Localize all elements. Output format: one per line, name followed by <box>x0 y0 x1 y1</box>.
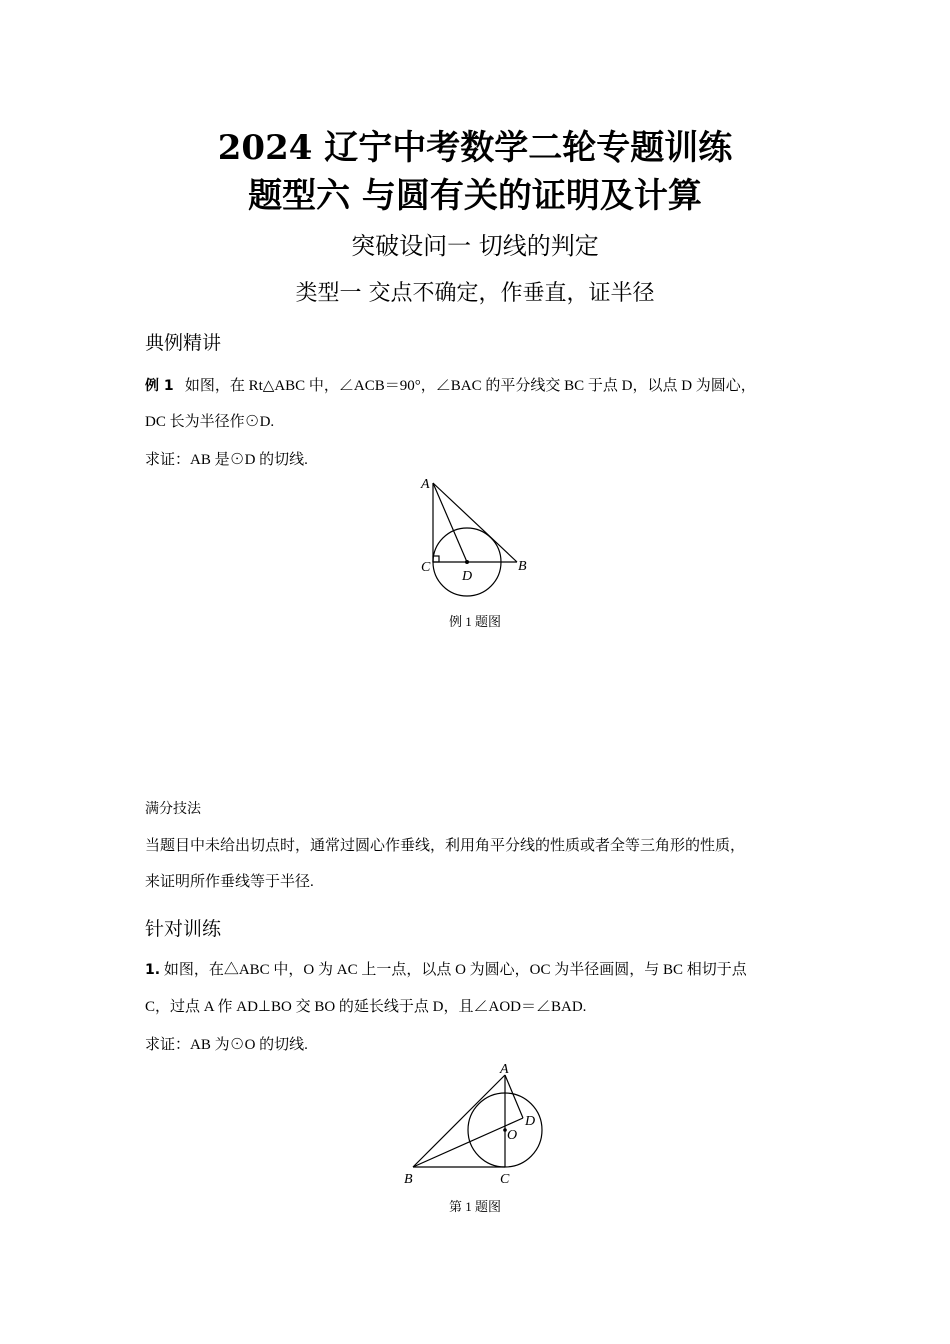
example-line-3: 求证：AB 是⊙D 的切线. <box>145 452 308 468</box>
label-c: C <box>421 560 431 575</box>
label-b: B <box>404 1172 413 1187</box>
title-line-2: 题型六 与圆有关的证明及计算 <box>248 176 702 216</box>
example-caption: 例 1 题图 <box>448 614 501 629</box>
label-c: C <box>500 1172 510 1187</box>
problem-1-line-3: 求证：AB 为⊙O 的切线. <box>145 1037 308 1053</box>
tips-line-2: 来证明所作垂线等于半径. <box>145 874 314 890</box>
tips-heading: 满分技法 <box>145 801 201 817</box>
problem-1-caption: 第 1 题图 <box>448 1199 501 1214</box>
problem-1-line-2: C，过点 A 作 AD⊥BO 交 BO 的延长线于点 D，且∠AOD＝∠BAD. <box>145 999 587 1015</box>
section-practice: 针对训练 <box>145 918 222 940</box>
example-line-2: DC 长为半径作⊙D. <box>145 414 275 430</box>
section-example: 典例精讲 <box>145 332 222 354</box>
label-d: D <box>462 569 473 584</box>
title-line-1: 2024 辽宁中考数学二轮专题训练 <box>217 128 733 168</box>
example-line-1: 如图，在 Rt△ABC 中，∠ACB＝90°，∠BAC 的平分线交 BC 于点 D，以点 D 为圆心， <box>184 378 756 394</box>
example-label: 例 1 <box>145 378 174 394</box>
label-a: A <box>421 477 430 492</box>
problem-1-figure <box>0 1040 950 1200</box>
problem-1-label: 1. <box>145 962 161 978</box>
problem-1-line-1: 如图，在△ABC 中，O 为 AC 上一点，以点 O 为圆心，OC 为半径画圆，与 BC 相切于点 <box>163 962 747 978</box>
example-figure <box>0 0 950 640</box>
label-b: B <box>518 559 527 574</box>
label-o: O <box>507 1128 518 1143</box>
subtitle: 突破设问一 切线的判定 <box>351 232 599 260</box>
label-a: A <box>500 1062 509 1077</box>
label-d: D <box>525 1114 536 1129</box>
tips-line-1: 当题目中未给出切点时，通常过圆心作垂线，利用角平分线的性质或者全等三角形的性质， <box>145 838 746 854</box>
type-heading: 类型一 交点不确定，作垂直，证半径 <box>295 281 655 306</box>
